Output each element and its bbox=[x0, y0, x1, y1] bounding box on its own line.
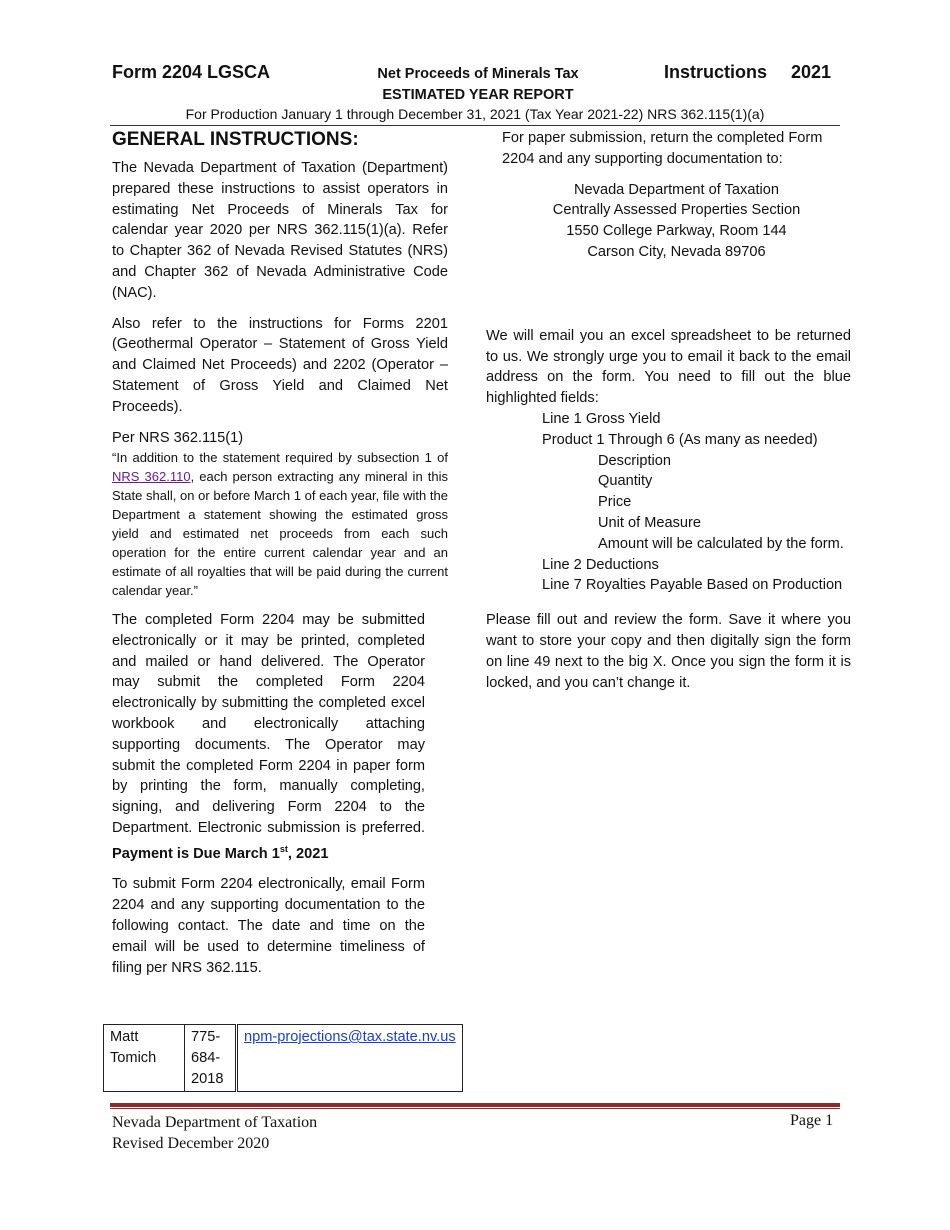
product-field: Amount will be calculated by the form. bbox=[598, 535, 844, 552]
final-instructions-paragraph: Please fill out and review the form. Save it where you want to store your copy and then digitally sign the form on line 49 next to the big X. Once you sign the form it is locked, and you can’t change it. bbox=[486, 612, 851, 691]
nrs-quote: “In addition to the statement required by subsection 1 of NRS 362.110, each person extracting any mineral in this State shall, on or before March 1 of each year, file with the Department a statement showing the estimated gross yield and estimated net proceeds from each such operation for the entire current calendar year and an estimate of all royalties that will be paid during the current calendar year.” bbox=[112, 450, 448, 599]
left-column-lower bbox=[112, 610, 425, 988]
contact-phone: 775-684-2018 bbox=[185, 1025, 237, 1092]
paper-submission-paragraph: For paper submission, return the completed Form 2204 and any supporting documentation to: bbox=[502, 130, 823, 167]
address-line: Nevada Department of Taxation bbox=[574, 181, 779, 198]
footer-divider-thin bbox=[110, 1108, 840, 1109]
product-field: Description bbox=[598, 452, 671, 469]
report-title bbox=[340, 64, 616, 106]
left-column bbox=[112, 128, 448, 610]
product-field: Unit of Measure bbox=[598, 514, 702, 531]
field-line2: Line 2 Deductions bbox=[542, 556, 659, 573]
field-line1: Line 1 Gross Yield bbox=[542, 410, 661, 427]
electronic-submission-paragraph: To submit Form 2204 electronically, email Form 2204 and any supporting documentation to the following contact. The date and time on the email will be used to determine timeliness of filing per NRS 362.115. bbox=[112, 876, 425, 976]
product-field: Quantity bbox=[598, 473, 653, 490]
table-row bbox=[104, 1025, 463, 1092]
header-divider bbox=[110, 125, 840, 126]
contact-name: Matt Tomich bbox=[104, 1025, 185, 1092]
title-line1: Net Proceeds of Minerals Tax bbox=[377, 66, 579, 82]
footer-revised: Revised December 2020 bbox=[112, 1135, 270, 1152]
intro-paragraph: The Nevada Department of Taxation (Department) prepared these instructions to assist operators in estimating Net Proceeds of Minerals Tax for calendar year 2020 per NRS 362.115(1)(a). Refer to Chapter 362 of Nevada Revised Statutes (NRS) and Chapter 362 of Nevada Administrative Code (NAC). bbox=[112, 160, 448, 301]
field-product: Product 1 Through 6 (As many as needed) bbox=[542, 431, 818, 448]
forms-reference-paragraph: Also refer to the instructions for Forms 2201 (Geothermal Operator – Statement of Gross Yield and Claimed Net Proceeds) and 2202 (Operator – Statement of Gross Yield and Claimed Net Proceeds). bbox=[112, 315, 448, 415]
mailing-address bbox=[502, 180, 851, 263]
address-line: Centrally Assessed Properties Section bbox=[552, 202, 801, 219]
instructions-heading bbox=[664, 62, 831, 83]
contact-table bbox=[103, 1024, 463, 1092]
right-column bbox=[486, 128, 851, 703]
instructions-label: Instructions bbox=[664, 62, 768, 82]
contact-email-link[interactable]: npm-projections@tax.state.nv.us bbox=[244, 1029, 456, 1045]
payment-due: Payment is Due March 1st, 2021 bbox=[112, 843, 329, 862]
title-line2: ESTIMATED YEAR REPORT bbox=[382, 87, 574, 103]
per-nrs-label: Per NRS 362.115(1) bbox=[112, 429, 244, 446]
footer-org: Nevada Department of Taxation bbox=[112, 1114, 318, 1131]
footer-left bbox=[112, 1112, 317, 1154]
page-number: Page 1 bbox=[790, 1112, 834, 1129]
address-line: Carson City, Nevada 89706 bbox=[587, 243, 766, 260]
general-instructions-heading: GENERAL INSTRUCTIONS: bbox=[112, 129, 359, 150]
footer-divider bbox=[110, 1103, 840, 1107]
nrs-362-110-link[interactable]: NRS 362.110 bbox=[112, 469, 191, 485]
header-subtitle: For Production January 1 through December 31, 2021 (Tax Year 2021-22) NRS 362.115(1)(a) bbox=[185, 106, 765, 122]
email-spreadsheet-paragraph: We will email you an excel spreadsheet to be returned to us. We strongly urge you to email it back to the email address on the form. You need to fill out the blue highlighted fields: bbox=[486, 327, 851, 407]
year: 2021 bbox=[791, 62, 832, 82]
form-name: Form 2204 LGSCA bbox=[112, 62, 271, 82]
submission-paragraph: The completed Form 2204 may be submitted electronically or it may be printed, completed and mailed or hand delivered. The Operator may submit the completed Form 2204 electronically by submitting the completed excel workbook and electronically attaching supporting documents. The Operator may submit the completed Form 2204 in paper form by printing the form, manually completing, signing, and delivering Form 2204 to the Department. Electronic submission is preferred. Payment is Due March 1st, 2021 bbox=[112, 612, 425, 862]
product-field: Price bbox=[598, 494, 632, 511]
field-line7: Line 7 Royalties Payable Based on Production bbox=[542, 577, 843, 594]
address-line: 1550 College Parkway, Room 144 bbox=[566, 223, 787, 240]
